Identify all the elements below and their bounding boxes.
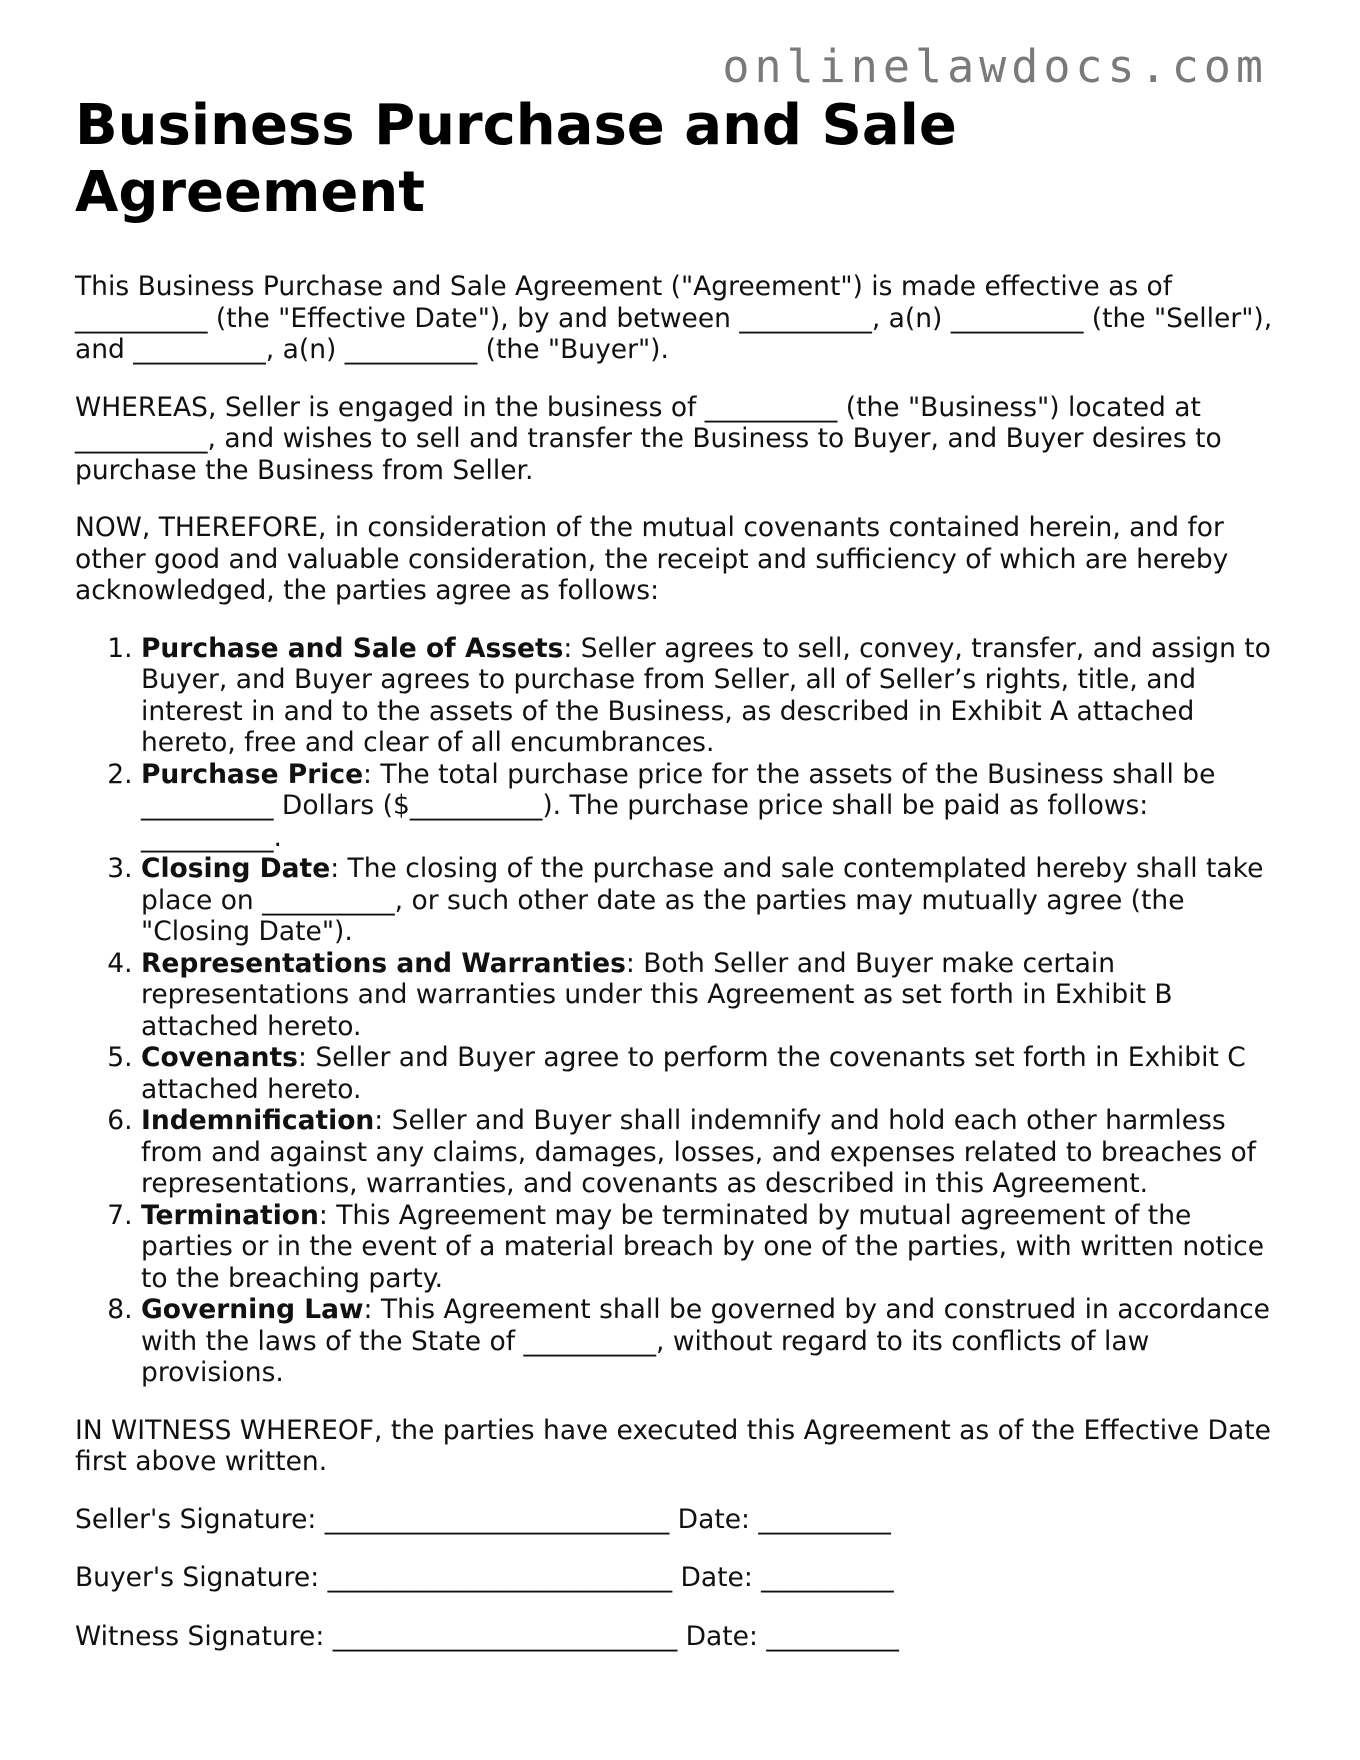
clause-item-purchase-and-sale	[141, 633, 1290, 759]
clause-heading: Purchase and Sale of Assets	[141, 632, 564, 664]
clause-item-purchase-price	[141, 759, 1290, 854]
clause-text: : The closing of the purchase and sale contemplated hereby shall take place on __________, or such other date as the parties may mutually agree (the "Closing Date").	[141, 853, 1264, 948]
buyer-signature-line: Buyer's Signature: __________________________ Date: __________	[75, 1562, 894, 1594]
clause-text: : This Agreement may be terminated by mutual agreement of the parties or in the event of a material breach by one of the parties, with written notice to the breaching party.	[141, 1199, 1265, 1294]
signature-block	[75, 1504, 1290, 1653]
clause-heading: Purchase Price	[141, 758, 364, 790]
clause-text: : Seller and Buyer agree to perform the covenants set forth in Exhibit C attached hereto.	[141, 1042, 1246, 1105]
document-page	[75, 92, 1290, 1652]
witness-signature-line: Witness Signature: __________________________ Date: __________	[75, 1620, 899, 1652]
clause-text: : This Agreement shall be governed by and construed in accordance with the laws of the State of __________, without regard to its conflicts of law provisions.	[141, 1294, 1270, 1389]
clause-text: : Seller and Buyer shall indemnify and hold each other harmless from and against any claims, damages, losses, and expenses related to breaches of representations, warranties, and covenants as described in this Agreement.	[141, 1105, 1256, 1200]
clause-text: : The total purchase price for the assets of the Business shall be __________ Dollars ($__________). The purchase price shall be paid as follows: __________.	[141, 758, 1216, 853]
clause-heading: Closing Date	[141, 853, 331, 885]
intro-paragraph: This Business Purchase and Sale Agreement ("Agreement") is made effective as of __________ (the "Effective Date"), by and between __________, a(n) __________ (the "Seller"), and __________, a(n) __________ (the "Buyer").	[75, 271, 1273, 366]
clause-item-indemnification	[141, 1105, 1290, 1200]
clause-item-covenants	[141, 1042, 1290, 1105]
clause-list	[75, 633, 1290, 1389]
clause-text: : Seller agrees to sell, convey, transfer, and assign to Buyer, and Buyer agrees to purchase from Seller, all of Seller’s rights, title, and interest in and to the assets of the Business, as described in Exhibit A attached hereto, free and clear of all encumbrances.	[141, 632, 1271, 759]
clause-heading: Termination	[141, 1199, 319, 1231]
clause-heading: Representations and Warranties	[141, 947, 626, 979]
watermark-text: onlinelawdocs.com	[722, 40, 1268, 93]
clause-item-termination	[141, 1200, 1290, 1295]
clause-heading: Governing Law	[141, 1294, 364, 1326]
seller-signature-line: Seller's Signature: __________________________ Date: __________	[75, 1503, 891, 1535]
now-therefore-paragraph: NOW, THEREFORE, in consideration of the mutual covenants contained herein, and for other good and valuable consideration, the receipt and sufficiency of which are hereby acknowledged, the parties agree as follows:	[75, 512, 1229, 607]
clause-heading: Indemnification	[141, 1105, 375, 1137]
whereas-paragraph: WHEREAS, Seller is engaged in the business of __________ (the "Business") located at __________, and wishes to sell and transfer the Business to Buyer, and Buyer desires to purchase the Business from Seller.	[75, 391, 1222, 486]
clause-item-governing-law	[141, 1294, 1290, 1389]
clause-item-representations	[141, 948, 1290, 1043]
clause-heading: Covenants	[141, 1042, 298, 1074]
clause-item-closing-date	[141, 853, 1290, 948]
clause-text: : Both Seller and Buyer make certain representations and warranties under this Agreement as set forth in Exhibit B attached hereto.	[141, 947, 1173, 1042]
document-title: Business Purchase and Sale Agreement	[75, 93, 957, 226]
witness-paragraph: IN WITNESS WHEREOF, the parties have executed this Agreement as of the Effective Date first above written.	[75, 1414, 1271, 1478]
